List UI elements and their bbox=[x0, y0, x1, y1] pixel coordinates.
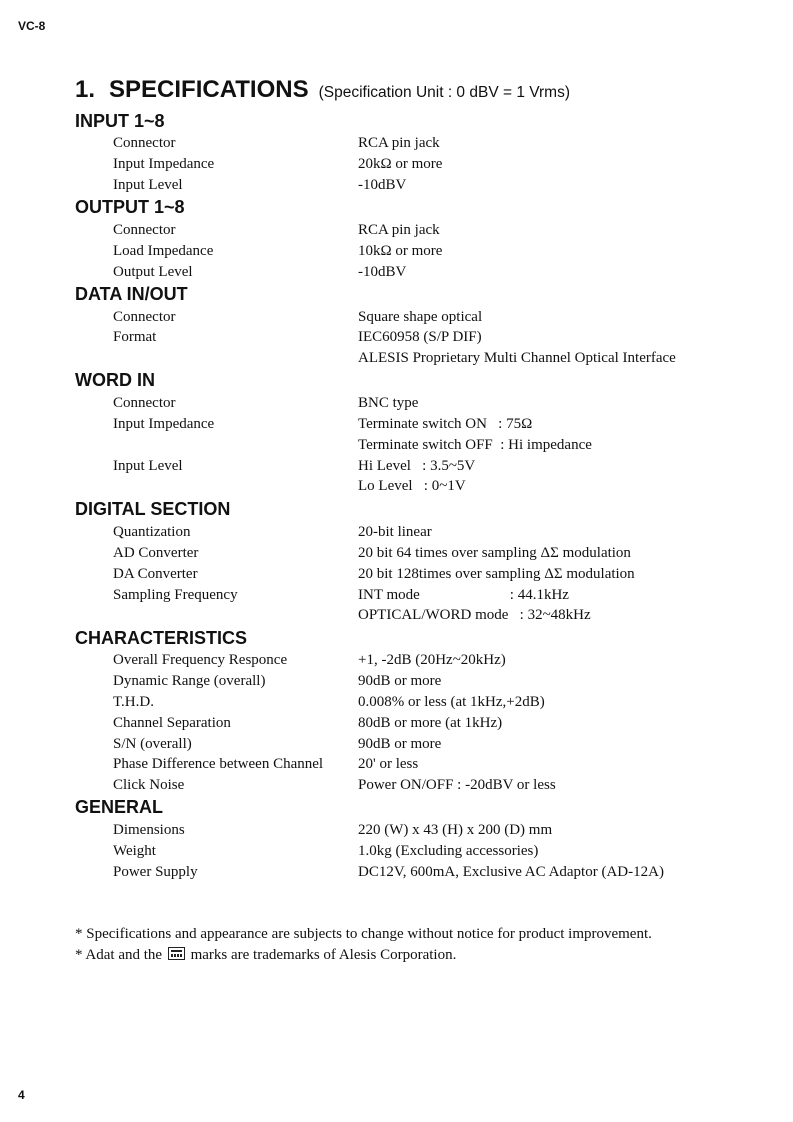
spec-value: 0.008% or less (at 1kHz,+2dB) bbox=[358, 694, 545, 710]
spec-value: 20 bit 64 times over sampling ΔΣ modulation bbox=[358, 545, 631, 561]
adat-logo-icon bbox=[168, 947, 185, 960]
spec-label: Connector bbox=[113, 395, 176, 411]
spec-value: RCA pin jack bbox=[358, 222, 440, 238]
heading-output: OUTPUT 1~8 bbox=[75, 197, 185, 217]
spec-label: Connector bbox=[113, 309, 176, 325]
heading-digital: DIGITAL SECTION bbox=[75, 499, 231, 519]
spec-label: Format bbox=[113, 329, 157, 345]
page-number: 4 bbox=[18, 1088, 25, 1102]
spec-value: 20kΩ or more bbox=[358, 156, 443, 172]
spec-label: Input Level bbox=[113, 177, 183, 193]
spec-value: 90dB or more bbox=[358, 736, 442, 752]
model-label: VC-8 bbox=[18, 19, 46, 33]
spec-value: 20-bit linear bbox=[358, 524, 432, 540]
spec-value: Power ON/OFF : -20dBV or less bbox=[358, 777, 556, 793]
spec-label: Connector bbox=[113, 222, 176, 238]
spec-label: Quantization bbox=[113, 524, 191, 540]
spec-value: Terminate switch OFF : Hi impedance bbox=[358, 437, 592, 453]
spec-label: Overall Frequency Responce bbox=[113, 652, 288, 668]
footnote-text: marks are trademarks of Alesis Corporation. bbox=[186, 947, 457, 963]
spec-label: Input Impedance bbox=[113, 156, 215, 172]
heading-data: DATA IN/OUT bbox=[75, 284, 188, 304]
spec-value: 220 (W) x 43 (H) x 200 (D) mm bbox=[358, 822, 553, 838]
spec-value: 10kΩ or more bbox=[358, 243, 443, 259]
spec-label: Input Impedance bbox=[113, 416, 215, 432]
spec-label: Dynamic Range (overall) bbox=[113, 673, 266, 689]
spec-value: 20 bit 128times over sampling ΔΣ modulation bbox=[358, 566, 635, 582]
spec-value: IEC60958 (S/P DIF) bbox=[358, 329, 482, 345]
spec-value: BNC type bbox=[358, 395, 419, 411]
spec-value: INT mode : 44.1kHz bbox=[358, 587, 569, 603]
spec-label: T.H.D. bbox=[113, 694, 154, 710]
spec-label: Click Noise bbox=[113, 777, 185, 793]
heading-characteristics: CHARACTERISTICS bbox=[75, 628, 248, 648]
spec-value: OPTICAL/WORD mode : 32~48kHz bbox=[358, 607, 591, 623]
spec-value: DC12V, 600mA, Exclusive AC Adaptor (AD-12A) bbox=[358, 864, 664, 880]
spec-value: -10dBV bbox=[358, 264, 407, 280]
spec-label: Output Level bbox=[113, 264, 193, 280]
spec-value: +1, -2dB (20Hz~20kHz) bbox=[358, 652, 506, 668]
spec-label: S/N (overall) bbox=[113, 736, 192, 752]
heading-general: GENERAL bbox=[75, 797, 164, 817]
spec-value: ALESIS Proprietary Multi Channel Optical Interface bbox=[358, 350, 676, 366]
spec-value: RCA pin jack bbox=[358, 135, 440, 151]
section-number: 1. bbox=[75, 76, 96, 103]
spec-label: Power Supply bbox=[113, 864, 198, 880]
heading-input: INPUT 1~8 bbox=[75, 111, 165, 131]
footnote-text: * Adat and the bbox=[75, 947, 166, 963]
spec-value: 80dB or more (at 1kHz) bbox=[358, 715, 503, 731]
title-text: SPECIFICATIONS bbox=[109, 76, 309, 103]
spec-label: Dimensions bbox=[113, 822, 185, 838]
spec-label: Weight bbox=[113, 843, 156, 859]
spec-value: Square shape optical bbox=[358, 309, 483, 325]
heading-word: WORD IN bbox=[75, 370, 155, 390]
footnote-specifications: * Specifications and appearance are subjects to change without notice for product improvement. bbox=[75, 926, 652, 942]
spec-value: 20' or less bbox=[358, 756, 419, 772]
page-title bbox=[75, 76, 570, 104]
unit-note: (Specification Unit : 0 dBV = 1 Vrms) bbox=[318, 84, 570, 101]
footnote-trademarks bbox=[75, 947, 456, 964]
spec-label: Input Level bbox=[113, 458, 183, 474]
spec-label: Connector bbox=[113, 135, 176, 151]
spec-label: DA Converter bbox=[113, 566, 198, 582]
spec-value: 1.0kg (Excluding accessories) bbox=[358, 843, 539, 859]
spec-value: Lo Level : 0~1V bbox=[358, 478, 466, 494]
spec-label: Load Impedance bbox=[113, 243, 214, 259]
spec-value: Terminate switch ON : 75Ω bbox=[358, 416, 533, 432]
spec-label: Channel Separation bbox=[113, 715, 231, 731]
spec-value: 90dB or more bbox=[358, 673, 442, 689]
spec-label: Sampling Frequency bbox=[113, 587, 238, 603]
spec-value: Hi Level : 3.5~5V bbox=[358, 458, 476, 474]
spec-label: AD Converter bbox=[113, 545, 199, 561]
spec-label: Phase Difference between Channel bbox=[113, 756, 324, 772]
spec-value: -10dBV bbox=[358, 177, 407, 193]
